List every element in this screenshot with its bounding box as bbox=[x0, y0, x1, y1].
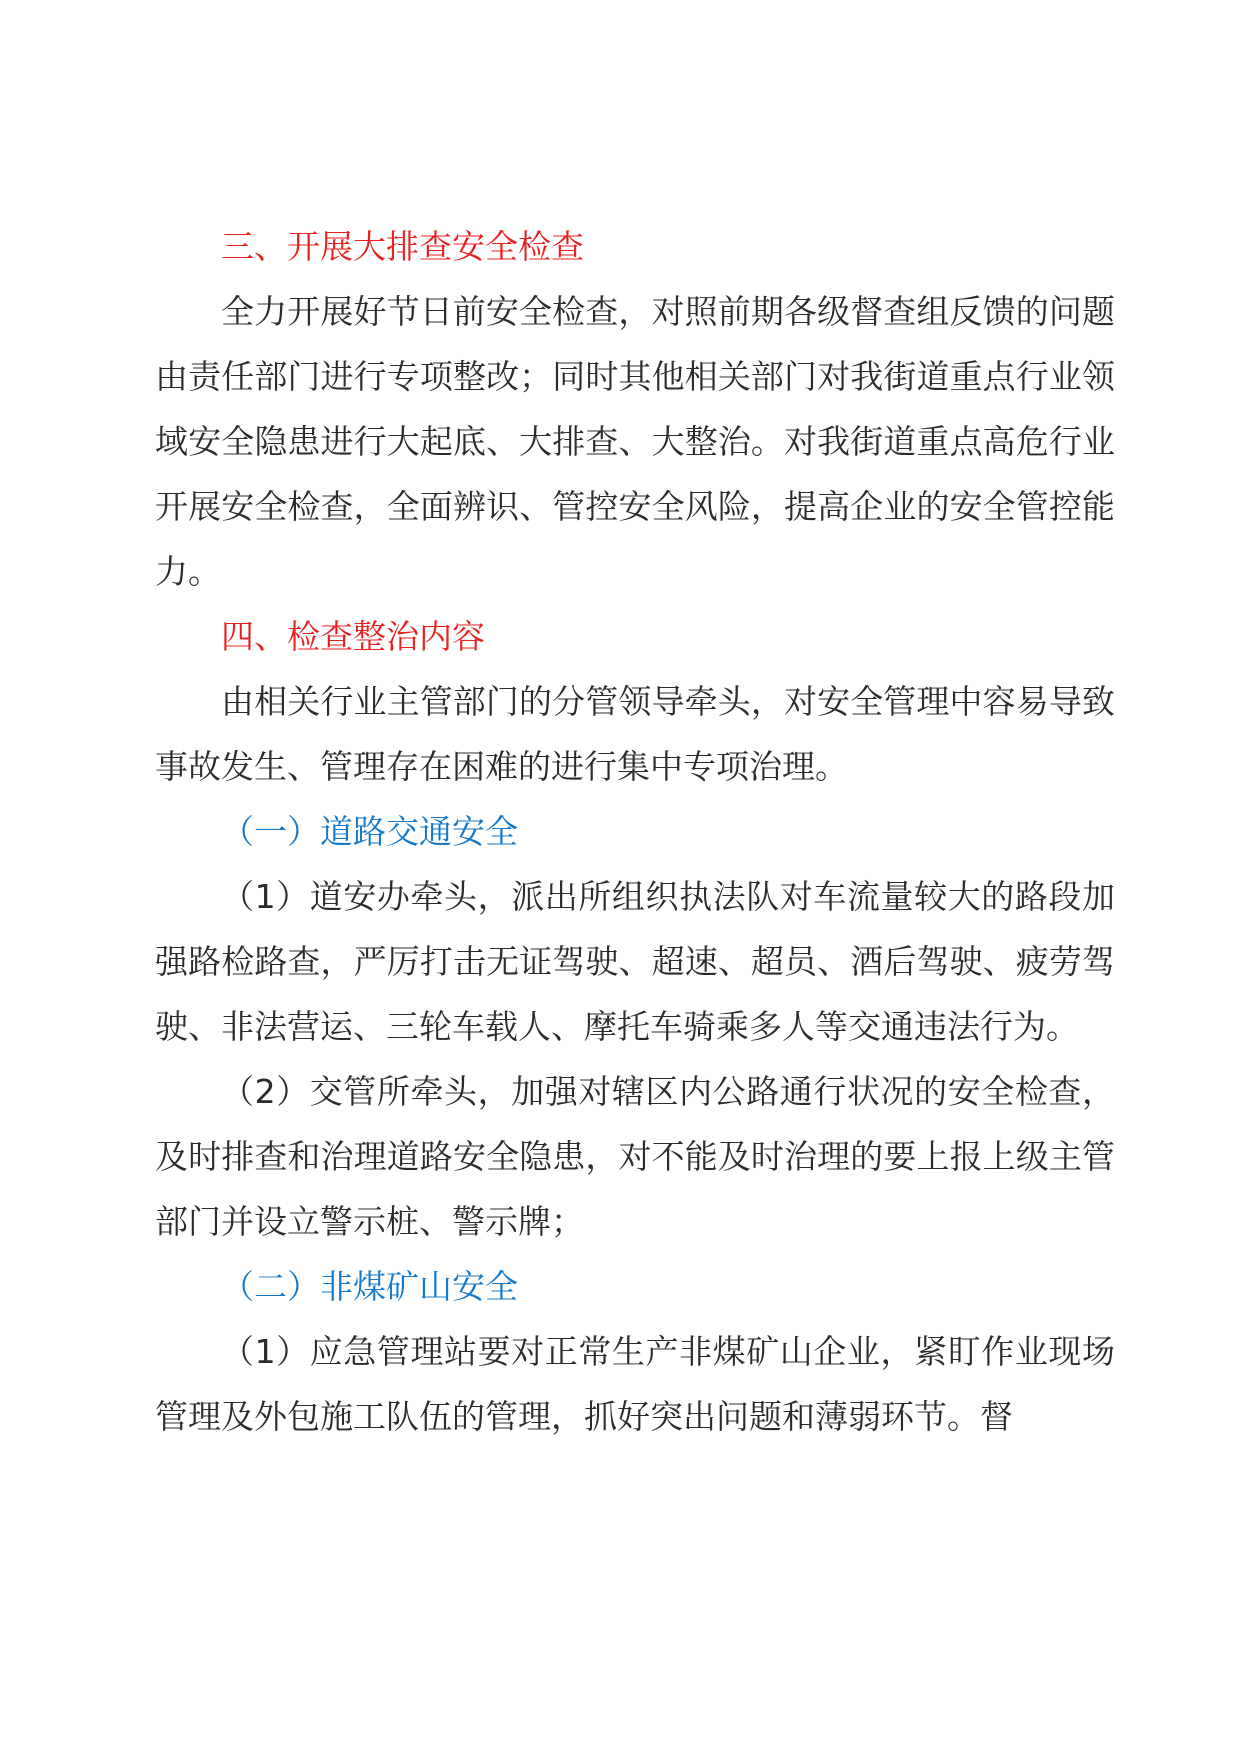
paragraph-rectification-content: 由相关行业主管部门的分管领导牵头，对安全管理中容易导致事故发生、管理存在困难的进行集中专项治理。 bbox=[155, 682, 1115, 786]
paragraph-safety-inspection: 全力开展好节日前安全检查，对照前期各级督查组反馈的问题由责任部门进行专项整改；同时其他相关部门对我街道重点行业领域安全隐患进行大起底、大排查、大整治。对我街道重点高危行业开展安全检查，全面辨识、管控安全风险，提高企业的安全管控能力。 bbox=[155, 292, 1115, 591]
paragraph-road-item-1: （1）道安办牵头，派出所组织执法队对车流量较大的路段加强路检路查，严厉打击无证驾驶、超速、超员、酒后驾驶、疲劳驾驶、非法营运、三轮车载人、摩托车骑乘多人等交通违法行为。 bbox=[155, 877, 1115, 1046]
paragraph-road-item-2: （2）交管所牵头，加强对辖区内公路通行状况的安全检查，及时排查和治理道路安全隐患，对不能及时治理的要上报上级主管部门并设立警示桩、警示牌； bbox=[155, 1072, 1115, 1241]
subheading-road-traffic: （一）道路交通安全 bbox=[221, 812, 518, 851]
paragraph-mine-item-1: （1）应急管理站要对正常生产非煤矿山企业，紧盯作业现场管理及外包施工队伍的管理，抓好突出问题和薄弱环节。督 bbox=[155, 1332, 1115, 1436]
document-body bbox=[155, 214, 1115, 1449]
section-heading-3: 三、开展大排查安全检查 bbox=[221, 227, 584, 266]
subheading-non-coal-mine: （二）非煤矿山安全 bbox=[221, 1267, 518, 1306]
section-heading-4: 四、检查整治内容 bbox=[221, 617, 485, 656]
